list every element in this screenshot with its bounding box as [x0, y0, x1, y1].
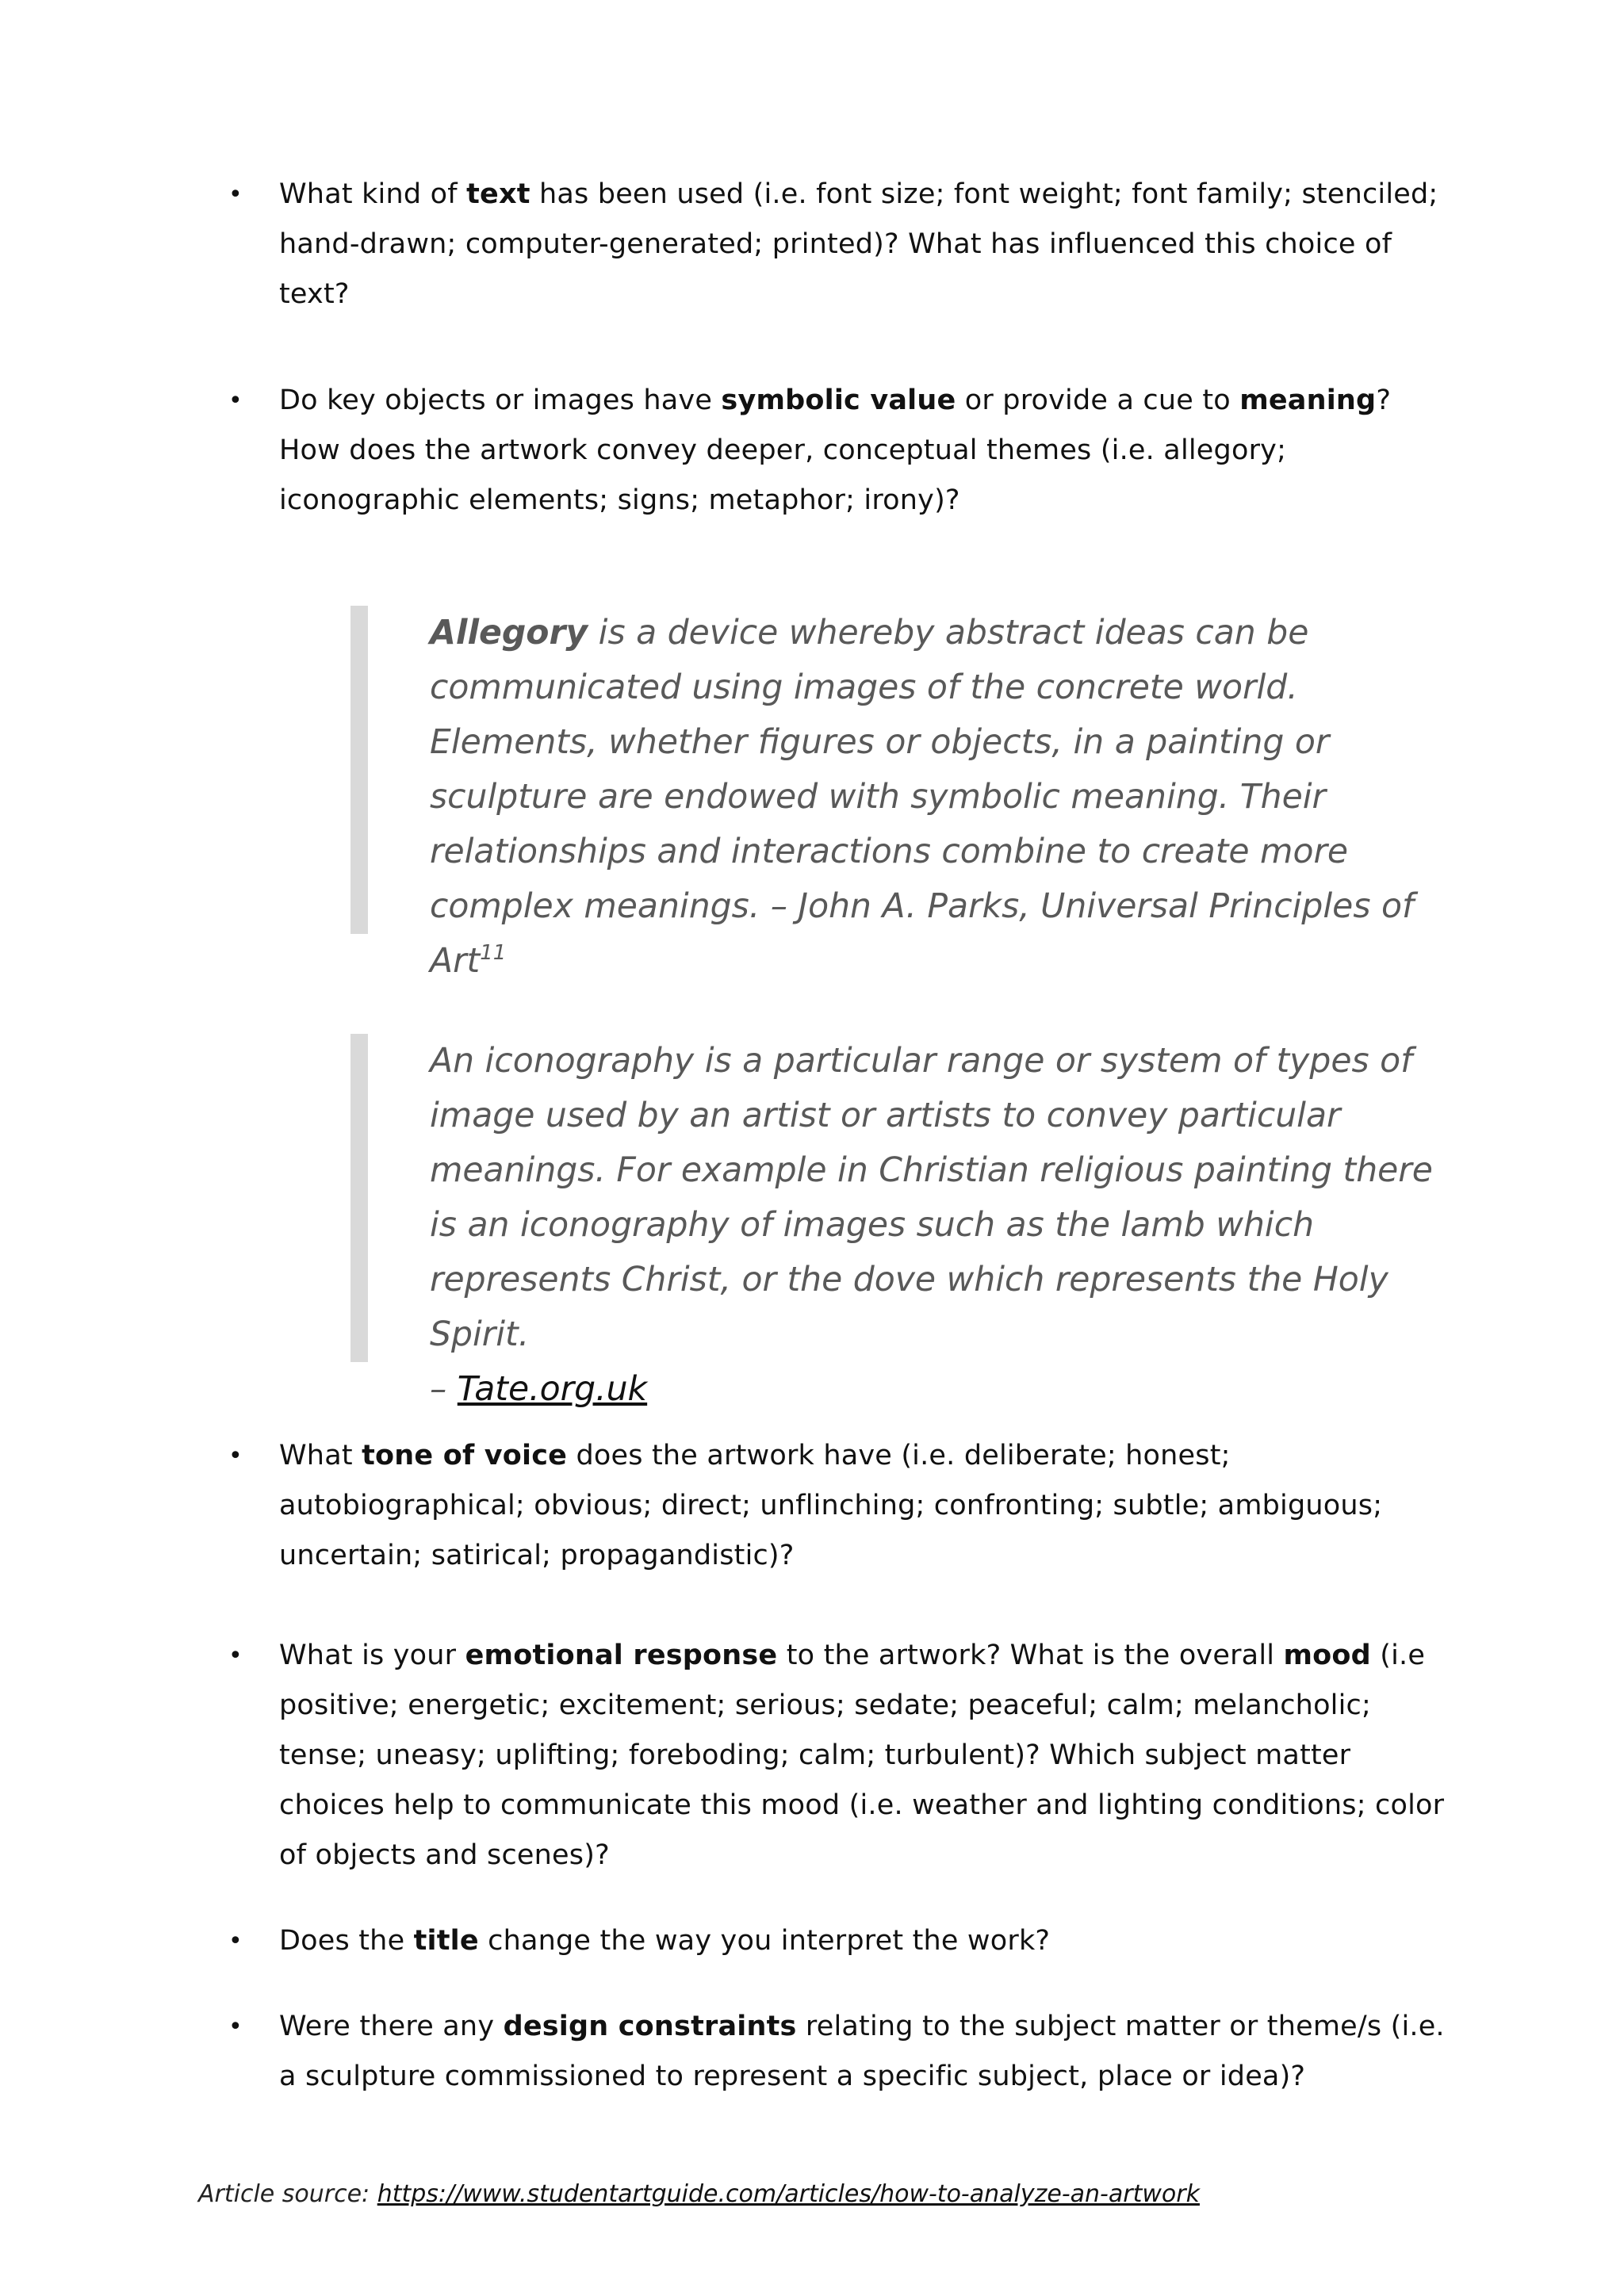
- bullet-marker: •: [228, 181, 243, 209]
- bullet-marker: •: [228, 2013, 243, 2041]
- bullet-bold-term: title: [413, 1925, 479, 1957]
- bullet-text: What is your: [279, 1640, 465, 1671]
- footer-label: Article source:: [198, 2180, 377, 2208]
- tate-link[interactable]: Tate.org.uk: [457, 1370, 648, 1409]
- bullet-text: Do key objects or images have: [279, 385, 722, 416]
- quote-text: [430, 1034, 1453, 1417]
- bullet-text: (i.e positive; energetic; excitement; serious; sedate; peaceful; calm; melancholic; tense; uneasy; uplifting; foreboding; calm; turbulent)? Which subject matter choices help to communicate this mood (i.e. weather and lighting conditions; color of objects and scenes)?: [279, 1640, 1445, 1871]
- quote-bar: [350, 606, 368, 934]
- quote-dash: –: [430, 1370, 458, 1409]
- quote-body: is a device whereby abstract ideas can be communicated using images of the concrete world. Elements, whether figures or objects, in a painting or sculpture are endowed with symbolic meaning. Their relationships and interactions combine to create more complex meanings. – John A. Parks, Universal Principles of Art: [430, 614, 1414, 981]
- bullet-marker: •: [228, 1442, 243, 1470]
- bullet-bold-term: tone of voice: [362, 1440, 568, 1471]
- quote-bar: [350, 1034, 368, 1362]
- blockquote-allegory: [350, 606, 1453, 981]
- bullet-text: change the way you interpret the work?: [478, 1925, 1051, 1957]
- bullet-marker: •: [228, 1927, 243, 1955]
- bullet-text: Does the: [279, 1925, 414, 1957]
- bullet-marker: •: [228, 1642, 243, 1670]
- bullet-bold-term: emotional response: [465, 1640, 778, 1671]
- bullet-item-design-constraints: [228, 2002, 1445, 2102]
- bullet-marker: •: [228, 387, 243, 415]
- bullet-text: or provide a cue to: [956, 385, 1240, 416]
- bullet-bold-term: design constraints: [503, 2011, 797, 2042]
- article-source-footer: [198, 2179, 1200, 2210]
- bullet-text: has been used (i.e. font size; font weight; font family; stenciled; hand-drawn; computer-generated; printed)? What has influenced this choice of text?: [279, 178, 1438, 310]
- bullet-item-tone-of-voice: [228, 1431, 1445, 1581]
- bullet-item-text: [228, 170, 1445, 320]
- bullet-bold-term: symbolic value: [721, 385, 956, 416]
- quote-text: [430, 606, 1453, 989]
- bullet-text: Were there any: [279, 2011, 504, 2042]
- bullet-text: to the artwork? What is the overall: [777, 1640, 1284, 1671]
- quote-body: An iconography is a particular range or system of types of image used by an artist or artists to convey particular meanings. For example in Christian religious painting there is an iconography of images such as the lamb which represents Christ, or the dove which represents the Holy Spirit.: [430, 1042, 1433, 1354]
- bullet-text: ? How does the artwork convey deeper, conceptual themes (i.e. allegory; iconographic elements; signs; metaphor; irony)?: [279, 385, 1392, 516]
- bullet-bold-term: text: [466, 178, 530, 210]
- blockquote-iconography: [350, 1034, 1453, 1409]
- quote-term: Allegory: [430, 614, 588, 652]
- bullet-text: What: [279, 1440, 362, 1471]
- bullet-bold-term: mood: [1283, 1640, 1371, 1671]
- bullet-item-symbolic-value: [228, 376, 1445, 526]
- footnote-marker: 11: [480, 941, 507, 965]
- bullet-item-title: [228, 1916, 1445, 1966]
- bullet-bold-term: meaning: [1239, 385, 1377, 416]
- article-source-link[interactable]: https://www.studentartguide.com/articles/how-to-analyze-an-artwork: [377, 2180, 1200, 2208]
- bullet-text: What kind of: [279, 178, 467, 210]
- bullet-text: does the artwork have (i.e. deliberate; honest; autobiographical; obvious; direct; unflinching; confronting; subtle; ambiguous; uncertain; satirical; propagandistic)?: [279, 1440, 1383, 1571]
- bullet-item-emotional-response: [228, 1631, 1445, 1881]
- bullet-text: relating to the subject matter or theme/s (i.e. a sculpture commissioned to represent a specific subject, place or idea)?: [279, 2011, 1445, 2092]
